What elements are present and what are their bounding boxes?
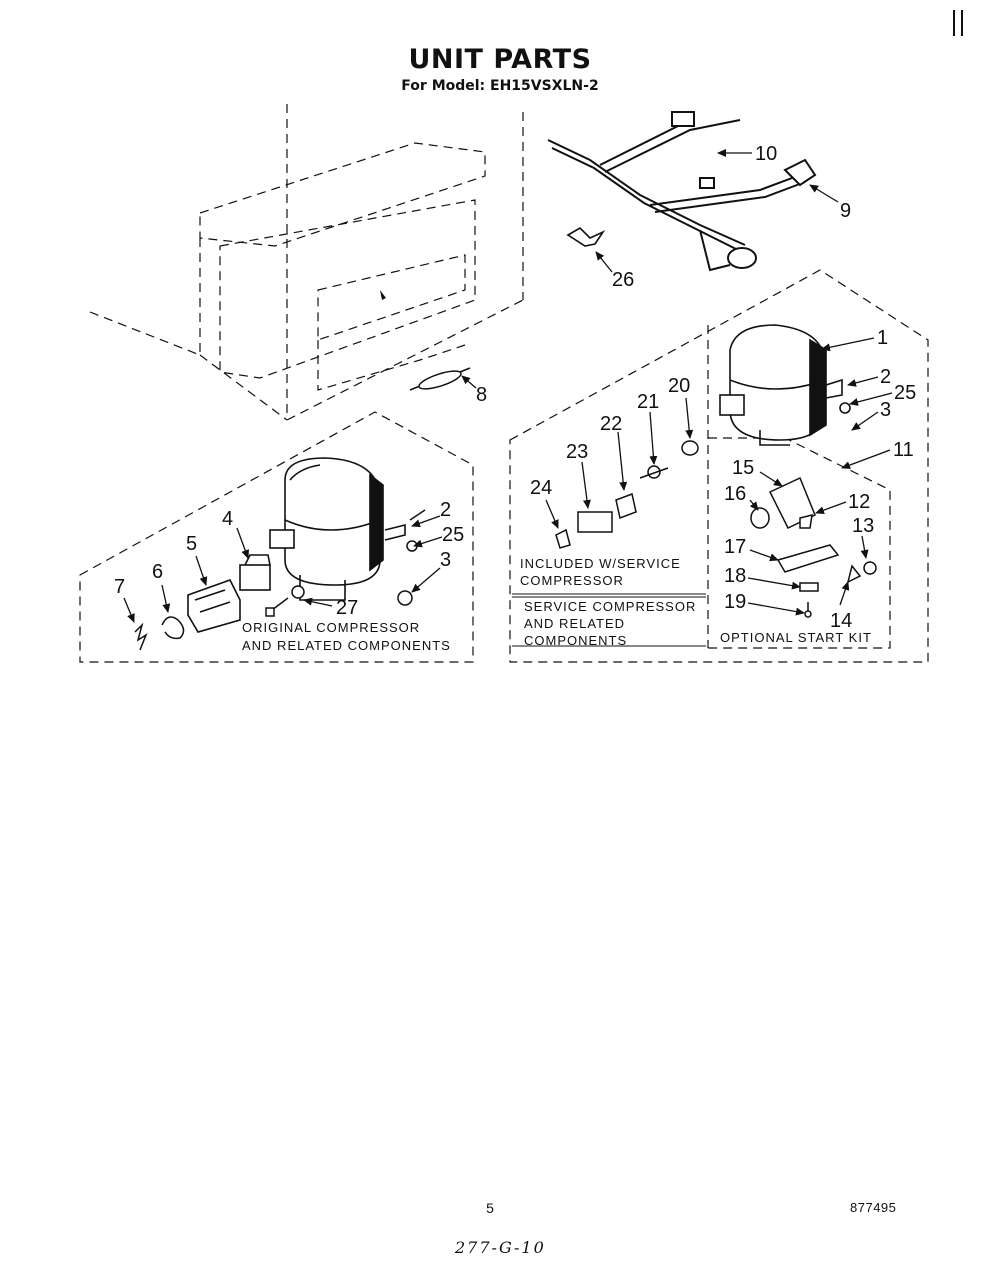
callout-3: 3 xyxy=(880,399,892,421)
caption-original-line1: ORIGINAL COMPRESSOR xyxy=(242,620,421,635)
callout-9: 9 xyxy=(840,200,852,222)
callout-23: 23 xyxy=(566,441,589,463)
callout-25-original: 25 xyxy=(442,524,465,546)
model-subtitle: For Model: EH15VSXLN-2 xyxy=(401,78,599,94)
callout-6: 6 xyxy=(152,561,164,583)
callout-22: 22 xyxy=(600,413,623,435)
clip-part-icon xyxy=(568,228,603,246)
mount-nut-icon xyxy=(398,510,425,605)
wire-harness-icon xyxy=(548,112,815,270)
callout-24: 24 xyxy=(530,477,553,499)
callout-21: 21 xyxy=(637,391,660,413)
service-compressor-icon xyxy=(720,325,850,445)
callout-5: 5 xyxy=(186,533,198,555)
callout-19: 19 xyxy=(724,591,747,613)
callout-12: 12 xyxy=(848,491,871,513)
caption-service-line2: AND RELATED xyxy=(524,616,626,631)
callout-11: 11 xyxy=(893,439,914,461)
page-title: UNIT PARTS xyxy=(408,44,592,75)
wire-clip-icon xyxy=(135,617,184,650)
callout-25: 25 xyxy=(894,382,917,404)
callout-13: 13 xyxy=(852,515,875,537)
cover-part-icon xyxy=(188,580,240,632)
caption-optional-start-kit: OPTIONAL START KIT xyxy=(720,630,872,645)
grommet-part-icon xyxy=(266,586,304,616)
callout-10: 10 xyxy=(755,143,778,165)
original-compressor-icon xyxy=(270,458,405,600)
callout-16: 16 xyxy=(724,483,747,505)
page-number: 5 xyxy=(486,1200,494,1216)
document-number: 877495 xyxy=(850,1200,897,1215)
handwritten-note: 277-G-10 xyxy=(455,1238,546,1257)
callout-26: 26 xyxy=(612,269,635,291)
cabinet-fastener-icon xyxy=(380,290,386,300)
callout-1: 1 xyxy=(877,327,889,349)
drier-part-icon xyxy=(410,367,470,392)
caption-service-line1: SERVICE COMPRESSOR xyxy=(524,599,697,614)
callout-3-original: 3 xyxy=(440,549,452,571)
callout-7: 7 xyxy=(114,576,126,598)
caption-service-line3: COMPONENTS xyxy=(524,633,628,648)
callout-17: 17 xyxy=(724,536,747,558)
callout-20: 20 xyxy=(668,375,691,397)
callout-8: 8 xyxy=(476,384,488,406)
caption-included-line1: INCLUDED W/SERVICE xyxy=(520,556,681,571)
callout-27: 27 xyxy=(336,597,359,619)
callout-14: 14 xyxy=(830,610,853,632)
callout-15: 15 xyxy=(732,457,755,479)
caption-original-line2: AND RELATED COMPONENTS xyxy=(242,638,451,653)
caption-included-line2: COMPRESSOR xyxy=(520,573,624,588)
relay-part-icon xyxy=(240,555,270,590)
callout-4: 4 xyxy=(222,508,234,530)
callout-2: 2 xyxy=(880,366,892,388)
callout-18: 18 xyxy=(724,565,747,587)
callout-2-original: 2 xyxy=(440,499,452,521)
